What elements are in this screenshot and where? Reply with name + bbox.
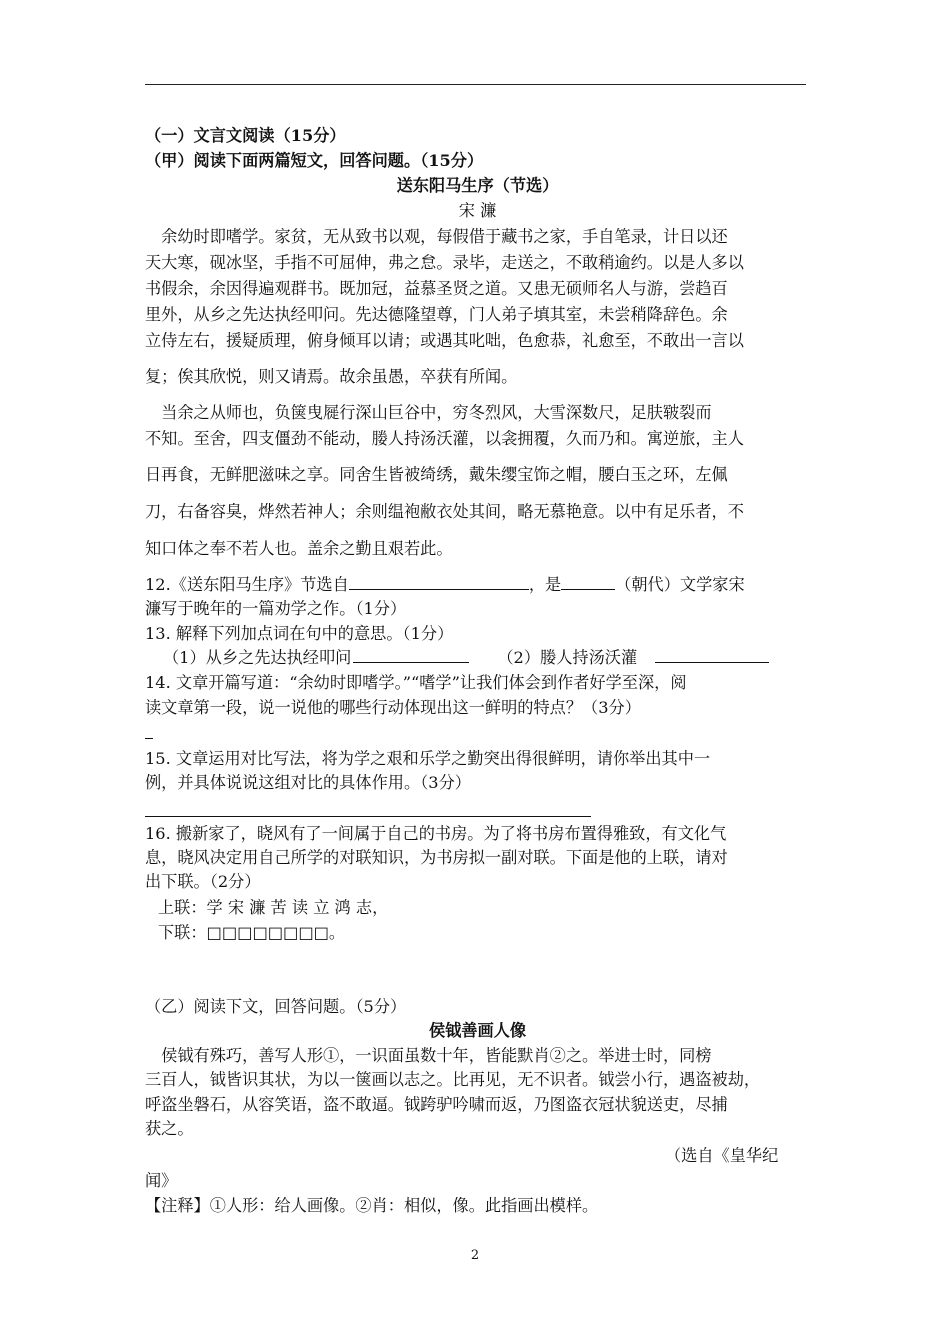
- q12-blank-dynasty[interactable]: [561, 574, 615, 590]
- q12-text-c: （朝代）文学家宋: [615, 575, 745, 594]
- question-16: 16. 搬新家了，晓风有了一间属于自己的书房。为了将书房布置得雅致，有文化气: [145, 824, 727, 843]
- source-citation: （选自《皇华纪: [665, 1146, 779, 1165]
- header-rule: [145, 84, 806, 85]
- couplet-lower[interactable]: 下联：□□□□□□□□。: [158, 923, 346, 942]
- essay-author: 宋 濂: [458, 201, 497, 220]
- para1-line: 书假余，余因得遍观群书。既加冠，益慕圣贤之道。又患无硕师名人与游，尝趋百: [145, 279, 728, 298]
- question-14: 14. 文章开篇写道：“余幼时即嗜学。”“嗜学”让我们体会到作者好学至深，阅: [145, 673, 687, 692]
- section-heading: （一）文言文阅读（15分）: [145, 126, 346, 145]
- q12-text-b: ，是: [528, 575, 562, 594]
- q15-answer-line[interactable]: [145, 816, 591, 817]
- question-16-cont: 息，晓风决定用自己所学的对联知识，为书房拟一副对联。下面是他的上联，请对: [145, 848, 728, 867]
- q12-blank-book[interactable]: [349, 574, 529, 590]
- para1-line: 天大寒，砚冰坚，手指不可屈伸，弗之怠。录毕，走送之，不敢稍逾约。以是人多以: [145, 253, 744, 272]
- question-16-cont: 出下联。（2分）: [145, 872, 261, 891]
- section2-heading: （乙）阅读下文，回答问题。（5分）: [145, 997, 407, 1016]
- section2-para-line: 三百人，钺皆识其状，为以一箧画以志之。比再见，无不识者。钺尝小行，遇盗被劫，: [145, 1070, 761, 1089]
- q14-answer-line[interactable]: [145, 738, 153, 739]
- para2-line: 不知。至舍，四支僵劲不能动，媵人持汤沃灌，以衾拥覆，久而乃和。寓逆旅，主人: [145, 429, 744, 448]
- q13-blank-1[interactable]: [353, 647, 469, 663]
- para2-line: 刀，右备容臭，烨然若神人；余则缊袍敝衣处其间，略无慕艳意。以中有足乐者，不: [145, 502, 744, 521]
- question-12-cont: 濂写于晚年的一篇劝学之作。（1分）: [145, 599, 407, 618]
- annotation-note: 【注释】①人形：给人画像。②肖：相似，像。此指画出模样。: [145, 1196, 599, 1215]
- question-12: [145, 574, 810, 596]
- question-15: 15. 文章运用对比写法，将为学之艰和乐学之勤突出得很鲜明，请你举出其中一: [145, 749, 711, 768]
- section2-para-line: 呼盗坐磐石，从容笑语，盗不敢逼。钺跨驴吟啸而返，乃图盗衣冠状貌送吏，尽捕: [145, 1095, 728, 1114]
- question-13-items: [163, 647, 828, 669]
- para1-line: 复；俟其欣悦，则又请焉。故余虽愚，卒获有所闻。: [145, 367, 518, 386]
- couplet-upper: 上联：学 宋 濂 苦 读 立 鸿 志，: [158, 898, 389, 917]
- q13-item-2: （2）媵人持汤沃灌: [497, 648, 638, 667]
- question-13: 13. 解释下列加点词在句中的意思。（1分）: [145, 624, 454, 643]
- para2-line: 日再食，无鲜肥滋味之享。同舍生皆被绮绣，戴朱缨宝饰之帽，腰白玉之环，左佩: [145, 465, 728, 484]
- para2-line: 当余之从师也，负箧曳屣行深山巨谷中，穷冬烈风，大雪深数尺，足肤皲裂而: [145, 403, 712, 422]
- section2-para-line: 获之。: [145, 1119, 194, 1138]
- para1-line: 立侍左右，援疑质理，俯身倾耳以请；或遇其叱咄，色愈恭，礼愈至，不敢出一言以: [145, 331, 744, 350]
- para2-line: 知口体之奉不若人也。盖余之勤且艰若此。: [145, 539, 453, 558]
- section-subheading: （甲）阅读下面两篇短文，回答问题。（15分）: [145, 151, 484, 170]
- para1-line: 里外，从乡之先达执经叩问。先达德隆望尊，门人弟子填其室，未尝稍降辞色。余: [145, 305, 728, 324]
- page-number: 2: [470, 1248, 480, 1263]
- q13-item-1: （1）从乡之先达执经叩问: [163, 648, 352, 667]
- q13-blank-2[interactable]: [655, 647, 769, 663]
- question-15-cont: 例，并具体说说这组对比的具体作用。（3分）: [145, 773, 471, 792]
- section2-para-line: 侯钺有殊巧，善写人形①，一识面虽数十年，皆能默肖②之。举进士时，同榜: [145, 1046, 712, 1065]
- source-citation-cont: 闻》: [145, 1171, 178, 1190]
- essay-title: 送东阳马生序（节选）: [396, 176, 559, 195]
- para1-line: 余幼时即嗜学。家贫，无从致书以观，每假借于藏书之家，手自笔录，计日以还: [145, 227, 728, 246]
- section2-title: 侯钺善画人像: [428, 1021, 527, 1040]
- q12-text-a: 12.《送东阳马生序》节选自: [145, 575, 349, 594]
- question-14-cont: 读文章第一段，说一说他的哪些行动体现出这一鲜明的特点？（3分）: [145, 698, 641, 717]
